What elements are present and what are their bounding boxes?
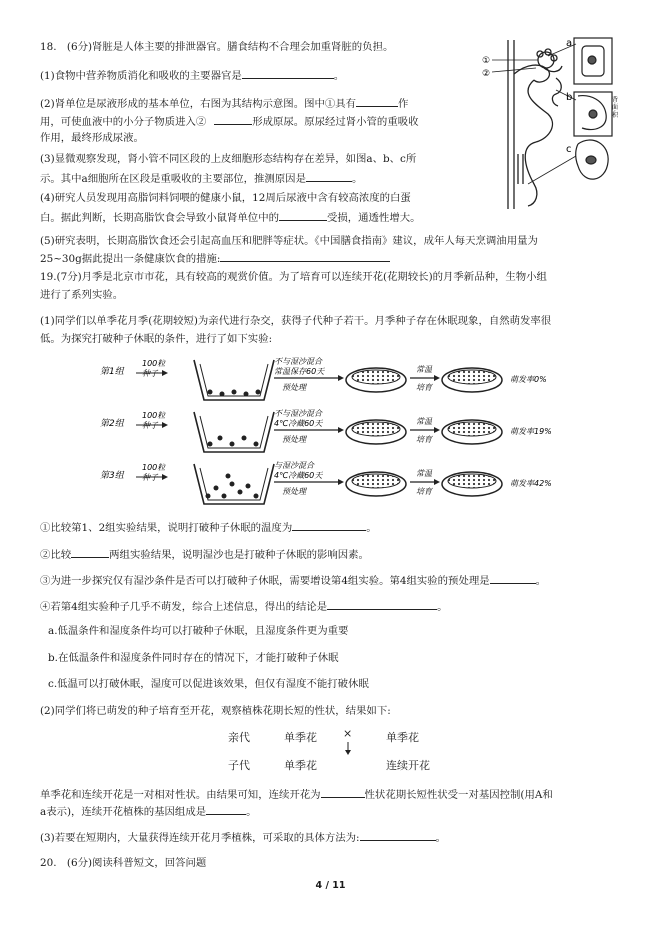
option-a: a.低温条件和湿度条件均可以打破种子休眠，且湿度条件更为重要 — [48, 625, 349, 637]
q19-c3: ③为进一步探究仅有湿沙条件是否可以打破种子休眠，需要增设第4组实验。第4组实验的预处理是 。 — [40, 572, 546, 588]
cross-parent2: 单季花 — [386, 731, 419, 744]
group-row-1 — [100, 357, 547, 400]
page-number: 4 / 11 — [315, 880, 346, 891]
group-label: 第2组 — [100, 419, 124, 429]
nephron-figure — [478, 34, 628, 224]
q18-title: 18. (6分)肾脏是人体主要的排泄器官。膳食结构不合理会加重肾脏的负担。 — [40, 41, 394, 53]
svg-text:4℃冷藏60天: 4℃冷藏60天 — [274, 471, 323, 480]
svg-text:培育: 培育 — [416, 487, 432, 496]
svg-text:常温: 常温 — [416, 417, 432, 426]
cross-times: × — [343, 727, 353, 740]
q18-part4-line1: (4)研究人员发现用高脂饲料饲喂的健康小鼠，12周后尿液中含有较高浓度的白蛋 — [40, 192, 411, 204]
svg-text:培育: 培育 — [416, 435, 432, 444]
cross-child2: 连续开花 — [386, 759, 430, 772]
svg-text:4℃冷藏60天: 4℃冷藏60天 — [274, 419, 323, 428]
answer-blank[interactable] — [490, 572, 536, 584]
svg-text:不与湿沙混合: 不与湿沙混合 — [274, 357, 322, 366]
q19-title: 19.(7分)月季是北京市市花，具有较高的观赏价值。为了培育可以连续开花(花期较长)的月季新品种，生物小组 — [40, 271, 547, 283]
q19-part2: (2)同学们将已萌发的种子培育至开花，观察植株花期长短的性状，结果如下: — [40, 705, 391, 717]
option-c: c.低温可以打破休眠，湿度可以促进该效果，但仅有湿度不能打破休眠 — [48, 678, 369, 690]
answer-blank[interactable] — [214, 113, 252, 125]
germination-rate: 萌发率42% — [510, 479, 552, 488]
group-label: 第3组 — [100, 471, 124, 481]
group-label: 第1组 — [100, 367, 124, 377]
svg-text:常温保存60天: 常温保存60天 — [274, 367, 325, 376]
q19-title-line2: 进行了系列实验。 — [40, 289, 124, 301]
answer-blank[interactable] — [71, 546, 109, 558]
seed-count: 100粒种子 — [142, 359, 166, 378]
q19-part2b-line2: a表示)，连续开花植株的基因组成是 。 — [40, 803, 257, 819]
svg-text:常温: 常温 — [416, 365, 432, 374]
q18-part1: (1)食物中营养物质消化和吸收的主要器官是 。 — [40, 67, 344, 83]
svg-text:常温: 常温 — [416, 469, 432, 478]
svg-text:不与湿沙混合: 不与湿沙混合 — [274, 409, 322, 418]
label-1: ① — [482, 56, 491, 66]
q19-c4: ④若第4组实验种子几乎不萌发，综合上述信息，得出的结论是 。 — [40, 598, 448, 614]
q18-part5-line2: 25~30g据此提出一条健康饮食的措施: — [40, 250, 390, 266]
label-b: b — [566, 92, 573, 103]
answer-blank[interactable] — [321, 786, 365, 798]
q18-part3-line2: 示。其中a细胞所在区段是重吸收的主要部位，推测原因是 。 — [40, 170, 362, 186]
svg-text:与湿沙混合: 与湿沙混合 — [274, 461, 314, 470]
seed-count: 100粒种子 — [142, 411, 166, 430]
answer-blank[interactable] — [242, 67, 334, 79]
experiment-figure — [98, 352, 568, 512]
label-side: 背·面·积 — [610, 96, 618, 118]
group-row-2 — [100, 409, 552, 452]
cross-child-label: 子代 — [228, 759, 250, 772]
cross-parent-label: 亲代 — [228, 731, 250, 744]
q19-c1: ①比较第1、2组实验结果，说明打破种子休眠的温度为 。 — [40, 519, 377, 535]
germination-rate: 萌发率0% — [510, 375, 547, 384]
option-b: b.在低温条件和湿度条件同时存在的情况下，才能打破种子休眠 — [48, 652, 339, 664]
q19-part2b-line1: 单季花和连续开花是一对相对性状。由结果可知，连续开花为 性状花期长短性状受一对基因控制(用A和 — [40, 786, 553, 802]
svg-text:预处理: 预处理 — [282, 487, 306, 496]
q19-part3: (3)若要在短期内，大量获得连续开花月季植株，可采取的具体方法为: 。 — [40, 829, 446, 845]
seed-count: 100粒种子 — [142, 463, 166, 482]
group-row-3 — [100, 461, 552, 504]
svg-text:预处理: 预处理 — [282, 435, 306, 444]
cross-child1: 单季花 — [284, 759, 317, 772]
answer-blank[interactable] — [306, 170, 352, 182]
label-c: c — [566, 144, 572, 155]
q18-part2-line1: (2)肾单位是尿液形成的基本单位，右图为其结构示意图。图中①具有 作 — [40, 95, 408, 111]
q18-part4-line2: 白。据此判断，长期高脂饮食会导致小鼠肾单位中的 受损，通透性增大。 — [40, 209, 421, 225]
cross-parent1: 单季花 — [284, 731, 317, 744]
answer-blank[interactable] — [327, 598, 437, 610]
cross-arrow — [344, 742, 352, 756]
q19-c2: ②比较 两组实验结果，说明湿沙也是打破种子休眠的影响因素。 — [40, 546, 369, 562]
q20-title: 20. (6分)阅读科普短文，回答问题 — [40, 857, 207, 869]
q19-part1-line1: (1)同学们以单季花月季(花期较短)为亲代进行杂交，获得子代种子若干。月季种子存在休眠现象，自然萌发率很 — [40, 315, 552, 327]
q18-part2-line3: 作用，最终形成尿液。 — [40, 132, 144, 144]
label-a: a — [566, 38, 573, 49]
q18-part3-line1: (3)显微观察发现，肾小管不同区段的上皮细胞形态结构存在差异，如图a、b、c所 — [40, 153, 417, 165]
q18-part2-line2: 用，可使血液中的小分子物质进入② 形成原尿。原尿经过肾小管的重吸收 — [40, 113, 419, 129]
svg-text:培育: 培育 — [416, 383, 432, 392]
q18-part5-line1: (5)研究表明，长期高脂饮食还会引起高血压和肥胖等症状。《中国膳食指南》建议，成年人每天烹调油用量为 — [40, 235, 538, 247]
answer-blank[interactable] — [356, 95, 398, 107]
answer-blank[interactable] — [292, 519, 366, 531]
svg-text:预处理: 预处理 — [282, 383, 306, 392]
q19-part1-line2: 低。为探究打破种子休眠的条件，进行了如下实验: — [40, 333, 273, 345]
answer-blank[interactable] — [206, 803, 246, 815]
answer-blank[interactable] — [220, 250, 390, 262]
germination-rate: 萌发率19% — [510, 427, 552, 436]
answer-blank[interactable] — [279, 209, 327, 221]
answer-blank[interactable] — [360, 829, 436, 841]
label-2: ② — [482, 69, 491, 79]
